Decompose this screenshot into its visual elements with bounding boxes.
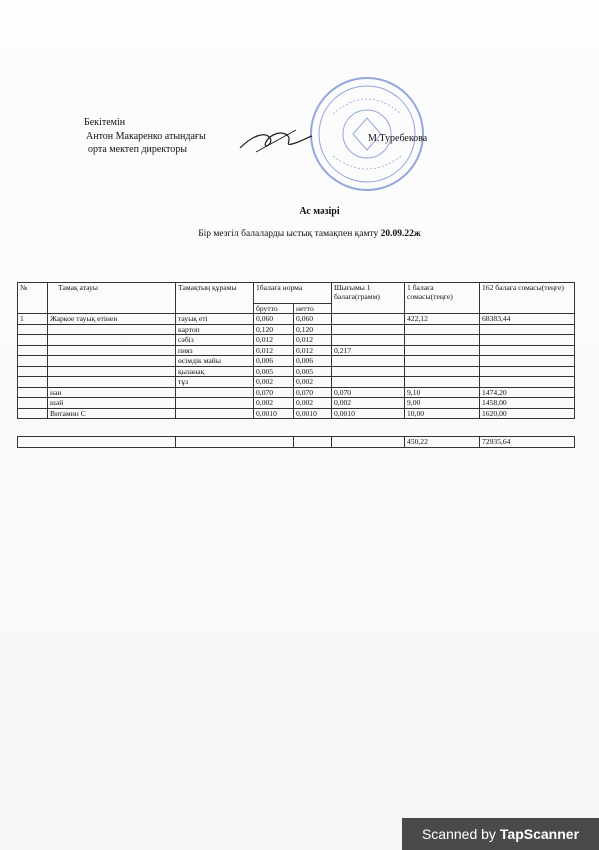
cell-cost-162 (480, 377, 575, 388)
header-cost-162: 162 балаға сомасы(теңге) (480, 283, 575, 314)
cell-cost-162: 1620,00 (480, 408, 575, 419)
total-cost-162: 72935,64 (480, 437, 575, 448)
cell-item: тауық еті (176, 314, 254, 325)
cell-brutto: 0,002 (254, 377, 294, 388)
approval-block (84, 116, 206, 157)
table-row (18, 314, 575, 325)
cell-num (18, 356, 48, 367)
cell-brutto: 0,0010 (254, 408, 294, 419)
cell-consumption: 0,002 (332, 398, 405, 409)
table-row (18, 356, 575, 367)
approval-line-3: орта мектеп директоры (88, 144, 188, 155)
table-row (18, 408, 575, 419)
cell-dish (48, 356, 176, 367)
total-empty-1 (18, 437, 176, 448)
cell-dish: Витамин С (48, 408, 176, 419)
header-dish: Тамақ атауы (48, 283, 176, 314)
cell-cost-162 (480, 345, 575, 356)
cell-netto: 0,002 (294, 377, 332, 388)
subtitle-text: Бір мезгіл балаларды ыстық тамақпен қамту (198, 229, 381, 239)
table-row (18, 366, 575, 377)
total-empty-2 (176, 437, 294, 448)
cell-brutto: 0,012 (254, 335, 294, 346)
cell-dish (48, 345, 176, 356)
cell-consumption: 0,070 (332, 387, 405, 398)
cell-cost-162 (480, 324, 575, 335)
cell-netto: 0,0010 (294, 408, 332, 419)
cell-netto: 0,005 (294, 366, 332, 377)
header-consumption: Шығымы 1 балаға(грамм) (332, 283, 405, 314)
cell-consumption (332, 356, 405, 367)
cell-num (18, 345, 48, 356)
cell-num (18, 366, 48, 377)
cell-num (18, 408, 48, 419)
cell-cost-162: 1474,20 (480, 387, 575, 398)
cell-num (18, 387, 48, 398)
cell-brutto: 0,120 (254, 324, 294, 335)
cell-cost-162 (480, 366, 575, 377)
cell-cost-162 (480, 356, 575, 367)
cell-consumption (332, 324, 405, 335)
total-empty-4 (332, 437, 405, 448)
header-cost-one: 1 балаға сомасы(теңге) (405, 283, 480, 314)
cell-consumption (332, 314, 405, 325)
cell-cost-one: 9,10 (405, 387, 480, 398)
cell-brutto: 0,012 (254, 345, 294, 356)
table-row (18, 324, 575, 335)
menu-table (17, 282, 575, 448)
total-cost-one: 450,22 (405, 437, 480, 448)
cell-dish (48, 366, 176, 377)
table-row (18, 387, 575, 398)
header-num: № (18, 283, 48, 314)
cell-netto: 0,012 (294, 335, 332, 346)
cell-brutto: 0,005 (254, 366, 294, 377)
director-name: М.Туребекова (368, 133, 428, 144)
table-row (18, 398, 575, 409)
cell-item: сәбіз (176, 335, 254, 346)
cell-brutto: 0,002 (254, 398, 294, 409)
scanner-watermark (402, 818, 599, 850)
cell-consumption: 0,0010 (332, 408, 405, 419)
cell-cost-one (405, 377, 480, 388)
cell-dish: нан (48, 387, 176, 398)
cell-cost-one (405, 356, 480, 367)
cell-cost-one (405, 335, 480, 346)
table-gap-row (18, 419, 575, 437)
cell-item: пияз (176, 345, 254, 356)
cell-item (176, 387, 254, 398)
cell-brutto: 0,060 (254, 314, 294, 325)
cell-dish (48, 377, 176, 388)
table-total-row (18, 437, 575, 448)
cell-item: өсімдік майы (176, 356, 254, 367)
cell-cost-one: 10,00 (405, 408, 480, 419)
cell-dish (48, 335, 176, 346)
cell-num (18, 377, 48, 388)
cell-cost-one: 9,00 (405, 398, 480, 409)
cell-num: 1 (18, 314, 48, 325)
cell-num (18, 398, 48, 409)
table-header-row (18, 283, 575, 304)
cell-item: тұз (176, 377, 254, 388)
signature-icon (236, 124, 316, 160)
cell-consumption: 0,217 (332, 345, 405, 356)
cell-brutto: 0,006 (254, 356, 294, 367)
approval-line-1: Бекітемін (84, 117, 126, 128)
cell-brutto: 0,070 (254, 387, 294, 398)
subtitle-date: 20.09.22ж (380, 229, 421, 239)
cell-consumption (332, 366, 405, 377)
cell-item (176, 408, 254, 419)
approval-line-2: Антон Макаренко атындағы (86, 130, 206, 142)
cell-consumption (332, 335, 405, 346)
cell-dish (48, 324, 176, 335)
cell-consumption (332, 377, 405, 388)
cell-item: картоп (176, 324, 254, 335)
menu-subtitle (0, 229, 599, 239)
cell-netto: 0,002 (294, 398, 332, 409)
cell-num (18, 324, 48, 335)
header-composition: Тамақтың құрамы (176, 283, 254, 314)
cell-cost-one (405, 324, 480, 335)
cell-dish: Жаркое тауық етінен (48, 314, 176, 325)
cell-cost-one (405, 366, 480, 377)
cell-item: қызанақ (176, 366, 254, 377)
watermark-brand: TapScanner (499, 826, 580, 842)
cell-cost-162 (480, 335, 575, 346)
cell-cost-162: 68383,44 (480, 314, 575, 325)
table-row (18, 335, 575, 346)
table-row (18, 345, 575, 356)
cell-netto: 0,060 (294, 314, 332, 325)
header-netto: нетто (294, 304, 332, 314)
cell-item (176, 398, 254, 409)
cell-num (18, 335, 48, 346)
menu-title: Ас мәзірі (299, 206, 340, 217)
total-empty-3 (294, 437, 332, 448)
header-brutto: брутто (254, 304, 294, 314)
cell-netto: 0,120 (294, 324, 332, 335)
cell-cost-one: 422,12 (405, 314, 480, 325)
cell-netto: 0,006 (294, 356, 332, 367)
cell-cost-one (405, 345, 480, 356)
header-norm: 1балаға норма (254, 283, 332, 304)
cell-cost-162: 1458,00 (480, 398, 575, 409)
cell-netto: 0,012 (294, 345, 332, 356)
watermark-prefix: Scanned by (421, 826, 496, 842)
table-row (18, 377, 575, 388)
cell-dish: шәй (48, 398, 176, 409)
cell-netto: 0,070 (294, 387, 332, 398)
